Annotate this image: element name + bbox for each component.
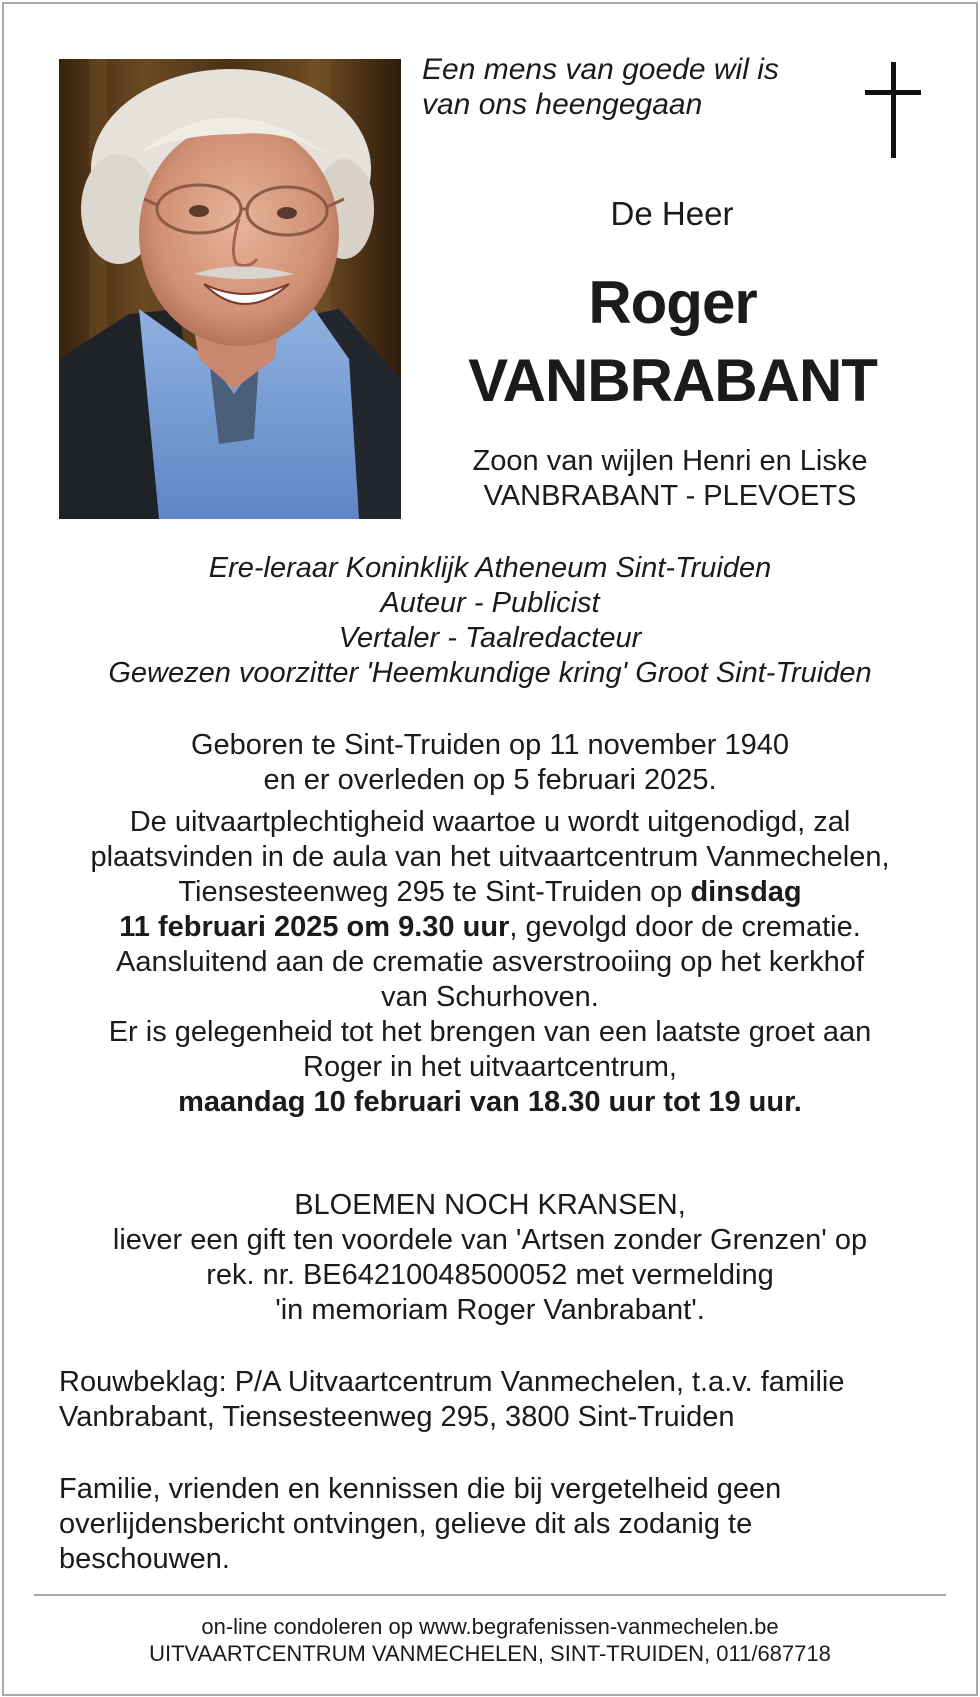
service-line: Aansluitend aan de crematie asverstrooiing op het kerkhof [116, 946, 864, 978]
title-line: Ere-leraar Koninklijk Atheneum Sint-Truiden [208, 552, 772, 584]
title-line: Auteur - Publicist [380, 587, 600, 619]
titles [40, 551, 940, 691]
service-text: , gevolgd door de crematie. [509, 911, 861, 943]
service-line [40, 875, 940, 910]
service-line: De uitvaartplechtigheid waartoe u wordt uitgenodigd, zal [129, 806, 851, 838]
family-line: beschouwen. [59, 1543, 230, 1575]
bank-account: rek. nr. BE64210048500052 met vermelding [206, 1259, 774, 1291]
birth-info [40, 728, 940, 798]
footer [40, 1613, 940, 1667]
first-name: Roger [588, 269, 757, 336]
service-day: dinsdag [690, 876, 802, 908]
parents-line: Zoon van wijlen Henri en Liske [472, 445, 868, 477]
motto [422, 52, 822, 122]
service-datetime: 11 februari 2025 om 9.30 uur [119, 911, 510, 943]
condolence-line: Rouwbeklag: P/A Uitvaartcentrum Vanmechelen, t.a.v. familie [59, 1366, 845, 1398]
flowers-info [40, 1188, 940, 1328]
flowers-line: BLOEMEN NOCH KRANSEN, [294, 1189, 686, 1221]
service-line: van Schurhoven. [381, 981, 599, 1013]
parents [430, 444, 910, 514]
online-condolence: on-line condoleren op www.begrafenissen-vanmechelen.be [201, 1614, 779, 1639]
motto-line: van ons heengegaan [422, 88, 703, 121]
service-line: Er is gelegenheid tot het brengen van een laatste groet aan [108, 1016, 872, 1048]
visitation-text: maandag 10 februari van 18.30 uur tot 19 uur. [178, 1086, 802, 1118]
parents-line: VANBRABANT - PLEVOETS [483, 480, 857, 512]
birth-line: Geboren te Sint-Truiden op 11 november 1940 [190, 729, 790, 761]
service-line: Roger in het uitvaartcentrum, [303, 1051, 677, 1083]
footer-divider [34, 1594, 946, 1596]
service-line [40, 910, 940, 945]
condolence-line: Vanbrabant, Tiensesteenweg 295, 3800 Sint-Truiden [59, 1401, 735, 1433]
service-line: plaatsvinden in de aula van het uitvaartcentrum Vanmechelen, [90, 841, 890, 873]
portrait-photo [59, 59, 401, 519]
flowers-line: liever een gift ten voordele van 'Artsen zonder Grenzen' op [112, 1224, 868, 1256]
family-line: overlijdensbericht ontvingen, gelieve dit als zodanig te [59, 1508, 753, 1540]
family-line: Familie, vrienden en kennissen die bij vergetelheid geen [59, 1473, 782, 1505]
motto-line: Een mens van goede wil is [422, 53, 779, 86]
death-line: en er overleden op 5 februari 2025. [263, 764, 717, 796]
title-line: Vertaler - Taalredacteur [338, 622, 642, 654]
service-info [40, 805, 940, 1120]
service-text: Tiensesteenweg 295 te Sint-Truiden op [178, 876, 691, 908]
cross-icon [865, 62, 921, 158]
honorific: De Heer [610, 195, 734, 232]
last-name: VANBRABANT [468, 347, 877, 414]
flowers-line: 'in memoriam Roger Vanbrabant'. [275, 1294, 705, 1326]
title-line: Gewezen voorzitter 'Heemkundige kring' Groot Sint-Truiden [108, 657, 872, 689]
condolence-address [59, 1365, 939, 1435]
family-notice [59, 1472, 939, 1577]
visitation-time [40, 1085, 940, 1120]
funeral-home-contact: UITVAARTCENTRUM VANMECHELEN, SINT-TRUIDEN, 011/687718 [149, 1641, 831, 1666]
